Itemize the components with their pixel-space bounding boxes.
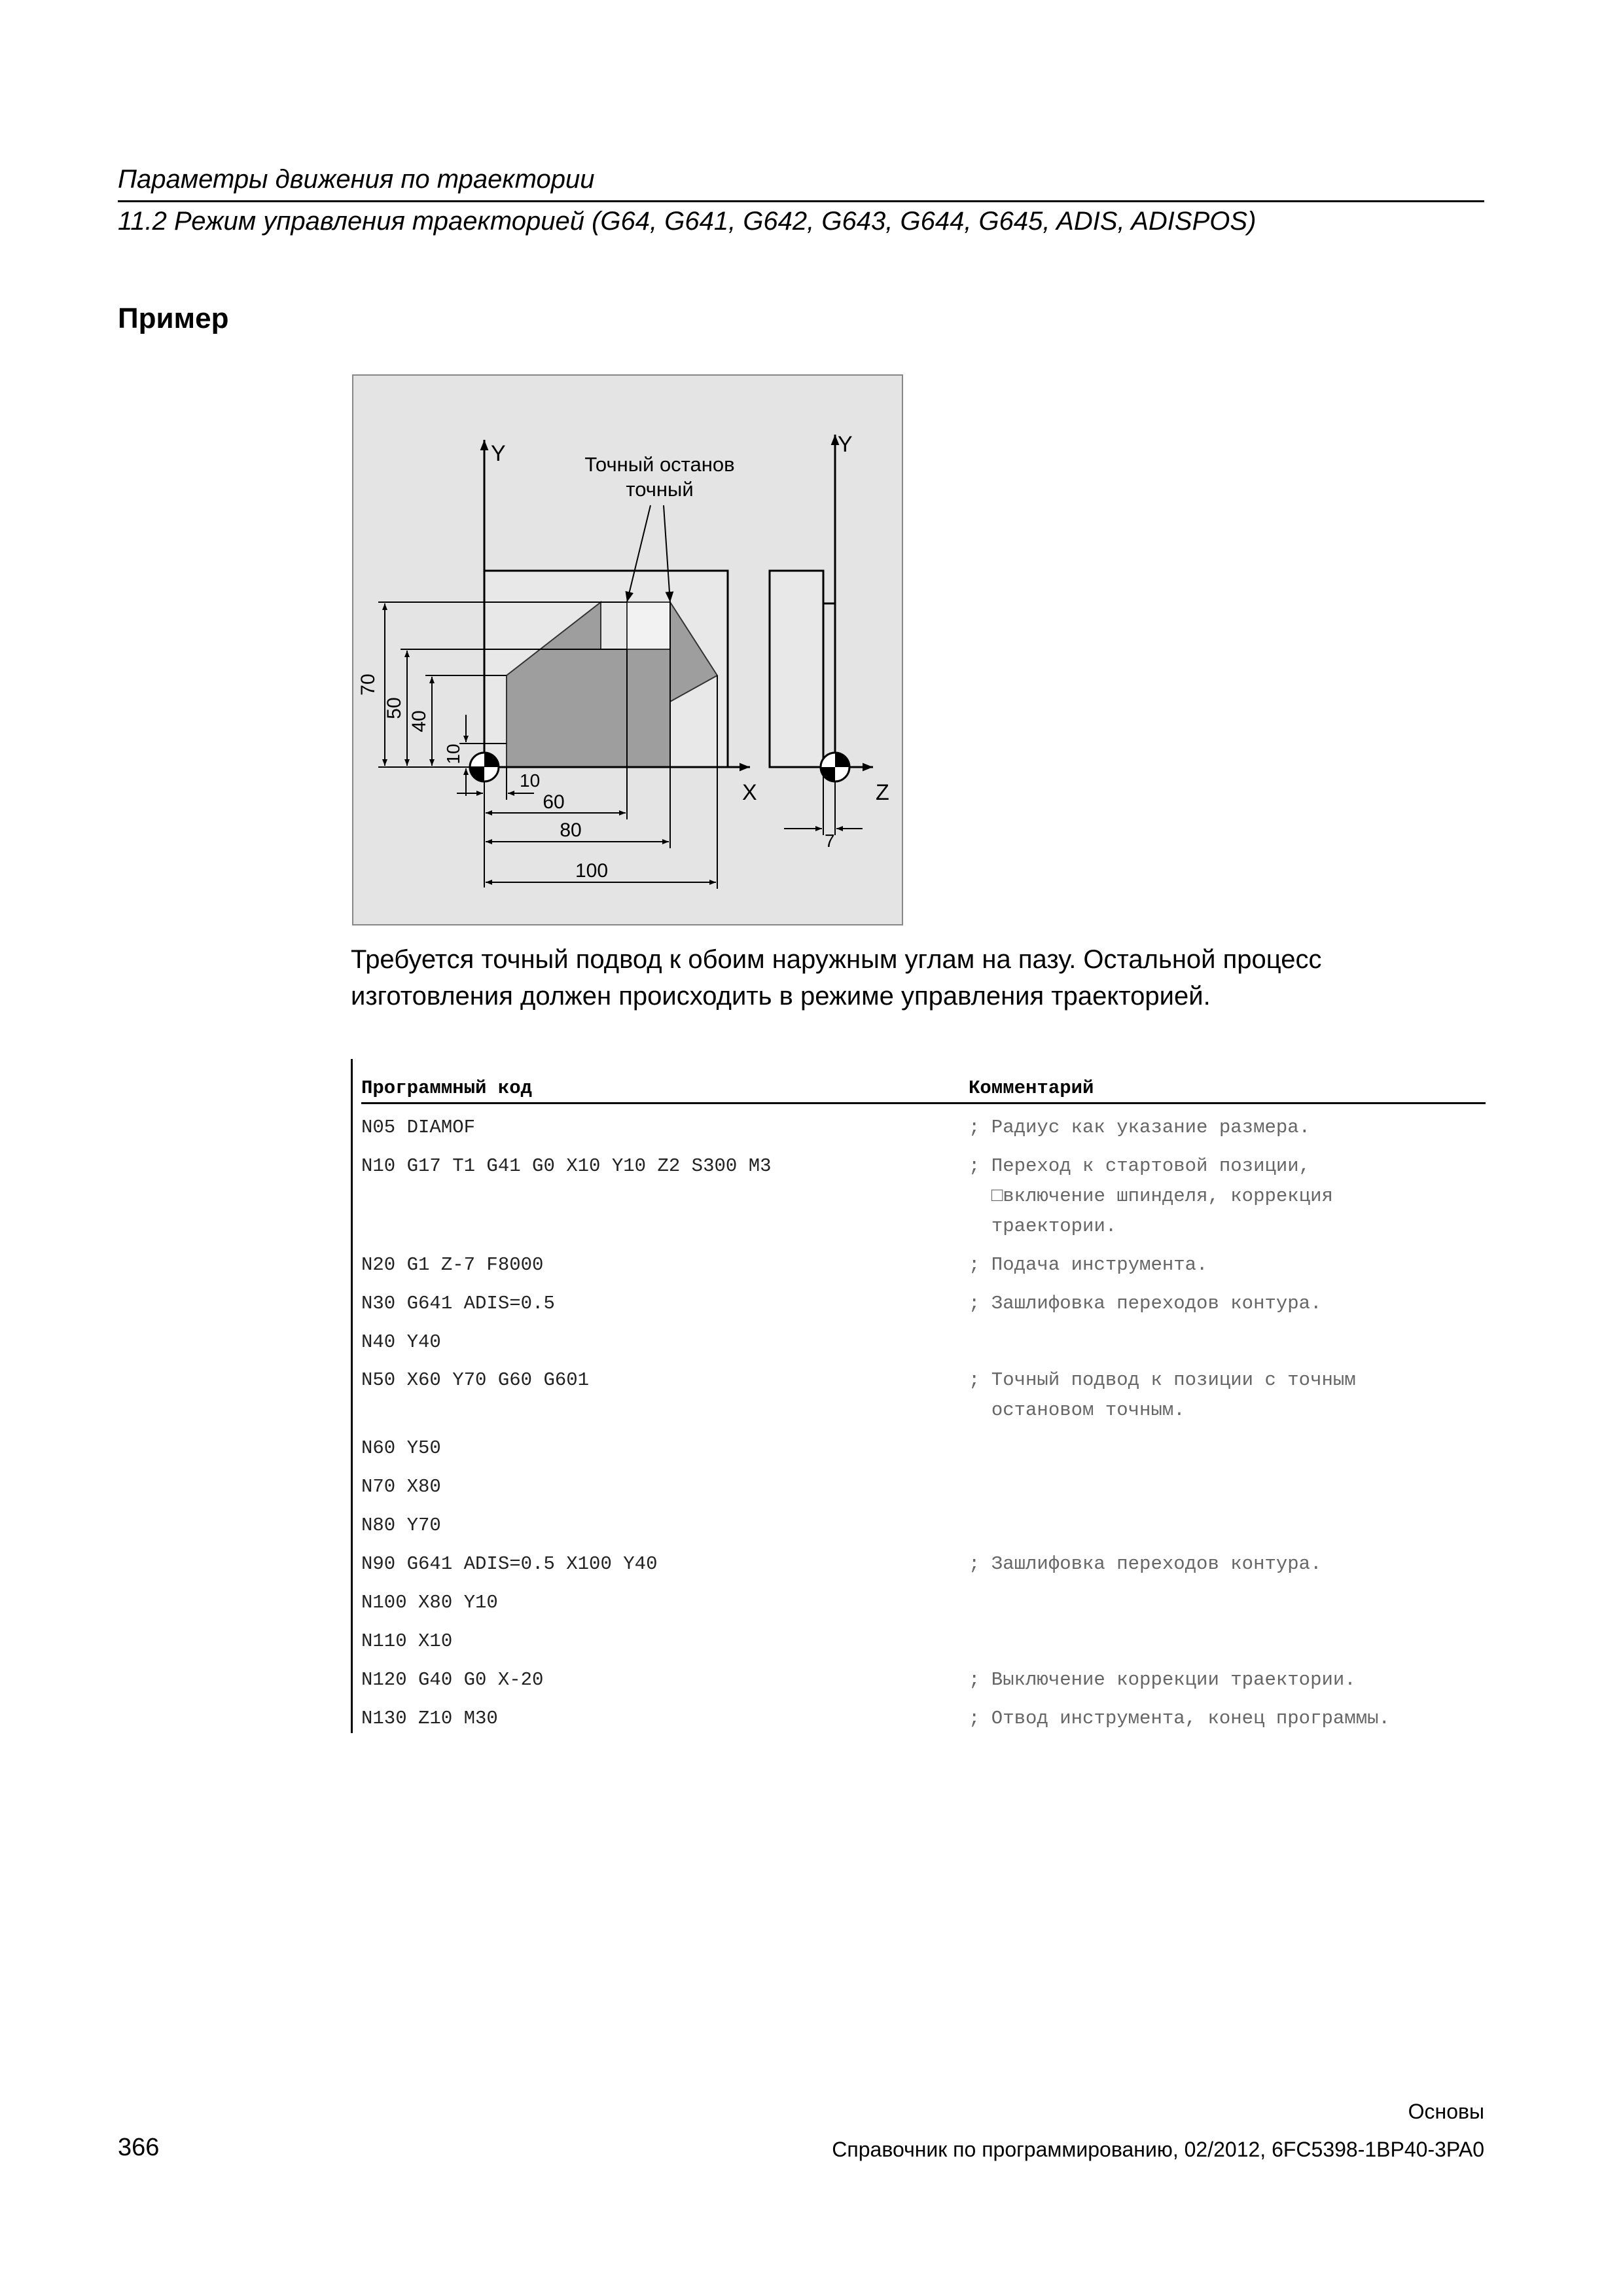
code-cell: N100 X80 Y10 (361, 1592, 498, 1613)
comment-cell: ; Зашлифовка переходов контура. (969, 1553, 1322, 1575)
dim-label-7: 7 (825, 831, 835, 851)
code-cell: N20 G1 Z-7 F8000 (361, 1254, 544, 1276)
code-cell: N110 X10 (361, 1630, 453, 1652)
program-table (351, 1059, 1486, 1733)
comment-cell: ; Выключение коррекции траектории. (969, 1669, 1356, 1691)
code-cell: N130 Z10 M30 (361, 1708, 498, 1729)
dim-label-60: 60 (543, 791, 565, 813)
section-header: 11.2 Режим управления траекторией (G64, G641, G642, G643, G644, G645, ADIS, ADISPOS) (118, 207, 1257, 236)
code-cell: N40 Y40 (361, 1331, 441, 1353)
code-cell: N50 X60 Y70 G60 G601 (361, 1369, 590, 1391)
section-title: Пример (118, 302, 229, 334)
dim-label-100: 100 (575, 860, 609, 882)
column-header-code: Программный код (361, 1077, 533, 1099)
header-rule (118, 200, 1484, 202)
chapter-header: Параметры движения по траектории (118, 165, 595, 194)
page-number: 366 (118, 2134, 160, 2161)
dim-label-40: 40 (408, 710, 430, 732)
comment-cell: ; Подача инструмента. (969, 1254, 1208, 1276)
code-cell: N05 DIAMOF (361, 1117, 476, 1138)
dim-label-70: 70 (357, 673, 379, 696)
code-cell: N10 G17 T1 G41 G0 X10 Y10 Z2 S300 M3 (361, 1155, 772, 1177)
dim-label-10-horizontal: 10 (520, 770, 541, 791)
comment-cell: ; Зашлифовка переходов контура. (969, 1293, 1322, 1314)
comment-cell: ; Точный подвод к позиции с точным остановом точным. (969, 1369, 1356, 1421)
column-header-comment: Комментарий (969, 1077, 1094, 1099)
code-cell: N80 Y70 (361, 1515, 441, 1536)
intro-paragraph: Требуется точный подвод к обоим наружным углам на пазу. Остальной процесс изготовления должен происходить в режиме управления траекторией. (351, 945, 1322, 1011)
code-cell: N30 G641 ADIS=0.5 (361, 1293, 555, 1314)
footer-book-title: Основы (1408, 2100, 1484, 2123)
dim-label-50: 50 (383, 697, 405, 719)
axis-label-y-left: Y (491, 441, 506, 466)
code-cell: N70 X80 (361, 1476, 441, 1498)
axis-label-x: X (742, 780, 757, 805)
comment-cell: ; Отвод инструмента, конец программы. (969, 1708, 1390, 1729)
table-header (361, 1075, 1486, 1104)
footer-reference: Справочник по программированию, 02/2012, 6FC5398-1BP40-3PA0 (832, 2138, 1484, 2161)
code-cell: N120 G40 G0 X-20 (361, 1669, 544, 1691)
slot-notch (627, 602, 670, 649)
toolpath-figure (352, 374, 903, 925)
dim-label-80: 80 (560, 819, 582, 841)
code-cell: N60 Y50 (361, 1437, 441, 1459)
axis-label-y-right: Y (838, 432, 853, 457)
origin-symbol-right (821, 753, 849, 781)
comment-cell: ; Переход к стартовой позиции, □включение шпинделя, коррекция траектории. (969, 1155, 1333, 1237)
exact-stop-label-line1: Точный останов (584, 453, 735, 476)
code-cell: N90 G641 ADIS=0.5 X100 Y40 (361, 1553, 658, 1575)
axis-label-z: Z (876, 780, 889, 805)
comment-cell: ; Радиус как указание размера. (969, 1117, 1311, 1138)
side-view-block (770, 571, 823, 767)
dim-label-10-vertical: 10 (443, 744, 463, 764)
table-left-border (351, 1059, 353, 1733)
exact-stop-label-line2: точный (626, 478, 694, 501)
